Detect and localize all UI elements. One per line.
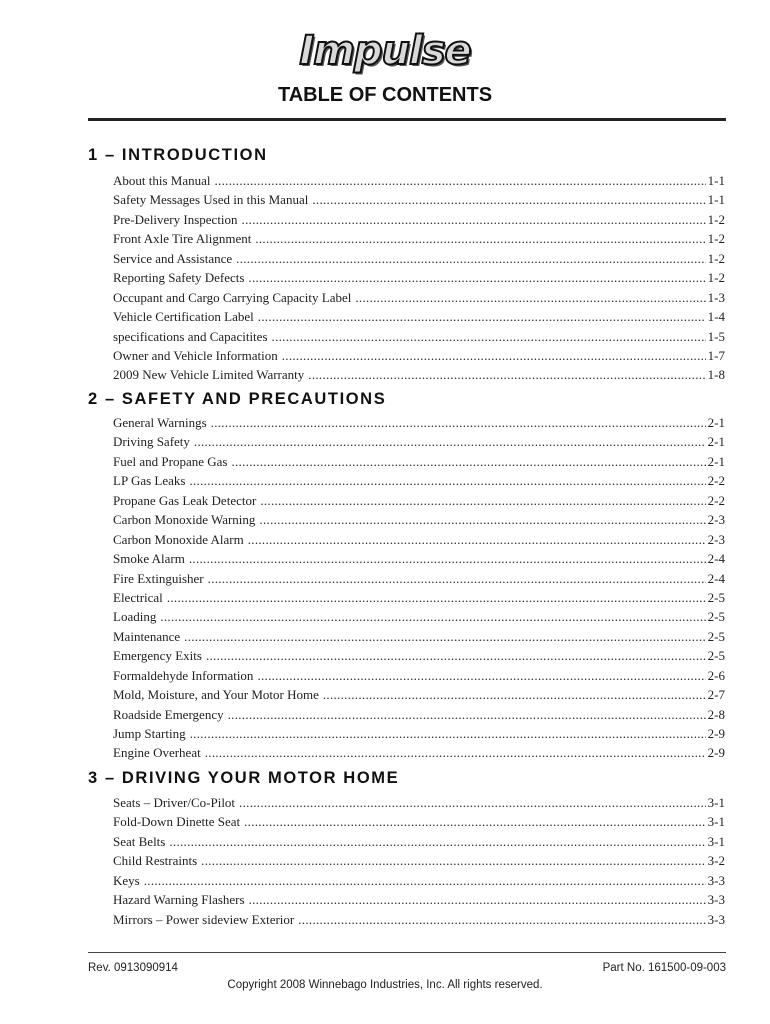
dot-leader [189,549,706,568]
toc-entry-page: 2-9 [707,726,725,741]
revision-number: Rev. 0913090914 [88,962,178,974]
toc-entry-page: 1-7 [707,347,725,363]
dot-leader [236,249,706,268]
toc-entry[interactable] [113,327,725,346]
toc-entry[interactable] [113,793,725,812]
toc-list-safety [113,413,725,763]
toc-entry-label: specifications and Capacitites [113,328,268,344]
dot-leader [215,171,706,190]
toc-entry[interactable] [113,210,725,229]
toc-entry-label: General Warnings [113,415,207,430]
dot-leader [242,210,706,229]
toc-entry-label: Emergency Exits [113,648,202,664]
toc-entry-page: 1-2 [707,270,725,286]
toc-entry[interactable] [113,685,725,704]
dot-leader [248,530,706,549]
toc-entry[interactable] [113,607,725,626]
dot-leader [205,743,706,762]
toc-entry-page: 1-3 [707,289,725,305]
toc-entry-page: 2-6 [707,667,725,683]
toc-entry-page: 2-1 [707,453,725,469]
toc-entry-label: 2009 New Vehicle Limited Warranty [113,367,305,383]
toc-entry-page: 3-1 [707,833,725,849]
toc-entry[interactable] [113,229,725,248]
toc-entry[interactable] [113,452,725,471]
dot-leader [206,646,706,665]
dot-leader [308,365,705,384]
toc-entry-page: 2-5 [707,648,725,664]
toc-entry[interactable] [113,413,725,432]
toc-entry-label: Smoke Alarm [113,551,185,567]
toc-entry-label: Electrical [113,589,163,605]
toc-entry-page: 2-1 [707,415,725,430]
dot-leader [201,851,706,870]
dot-leader [323,685,706,704]
toc-entry-page: 2-4 [707,570,725,586]
toc-entry-label: Carbon Monoxide Warning [113,512,256,528]
toc-entry[interactable] [113,910,725,929]
dot-leader [259,510,705,529]
toc-entry[interactable] [113,346,725,365]
logo-text: Impulse [299,28,471,74]
toc-entry-label: Safety Messages Used in this Manual [113,192,309,208]
toc-entry-label: Fire Extinguisher [113,570,204,586]
toc-entry-label: Carbon Monoxide Alarm [113,531,244,547]
dot-leader [169,832,705,851]
toc-entry-page: 1-8 [707,367,725,383]
page-title: TABLE OF CONTENTS [277,84,493,106]
dot-leader [231,452,705,471]
toc-entry[interactable] [113,491,725,510]
toc-entry[interactable] [113,432,725,451]
toc-entry-page: 2-2 [707,492,725,508]
dot-leader [355,288,705,307]
toc-entry[interactable] [113,307,725,326]
toc-entry-label: Hazard Warning Flashers [113,892,245,908]
toc-entry-page: 1-2 [707,211,725,227]
toc-entry[interactable] [113,530,725,549]
toc-entry-page: 2-5 [707,628,725,644]
toc-entry-page: 1-2 [707,231,725,247]
toc-entry-page: 3-1 [707,795,725,810]
dot-leader [190,724,706,743]
dot-leader [248,268,705,287]
toc-entry[interactable] [113,890,725,909]
toc-entry[interactable] [113,646,725,665]
toc-entry-page: 1-4 [707,309,725,325]
section-heading-introduction: 1 – INTRODUCTION [88,146,268,164]
copyright-notice: Copyright 2008 Winnebago Industries, Inc. All rights reserved. [227,979,543,991]
toc-entry-label: Engine Overheat [113,745,201,761]
toc-entry[interactable] [113,724,725,743]
dot-leader [144,871,706,890]
dot-leader [211,413,706,432]
toc-entry-page: 2-9 [707,745,725,761]
title-divider [88,118,726,121]
toc-list-driving [113,793,725,929]
dot-leader [208,569,706,588]
toc-entry-label: Formaldehyde Information [113,667,254,683]
toc-entry-label: Mirrors – Power sideview Exterior [113,911,295,927]
toc-entry[interactable] [113,288,725,307]
toc-entry-page: 2-3 [707,531,725,547]
toc-entry[interactable] [113,249,725,268]
toc-entry-label: Service and Assistance [113,250,233,266]
toc-entry-label: Roadside Emergency [113,706,224,722]
dot-leader [249,890,706,909]
toc-entry-page: 1-1 [707,192,725,208]
toc-entry-label: Keys [113,872,140,888]
toc-entry-page: 3-1 [707,814,725,830]
toc-entry-label: Driving Safety [113,434,190,450]
toc-entry-page: 1-2 [707,250,725,266]
toc-entry-page: 2-4 [707,551,725,567]
toc-entry-page: 3-3 [707,892,725,908]
toc-entry[interactable] [113,832,725,851]
toc-entry-label: Vehicle Certification Label [113,309,254,325]
toc-entry-page: 2-7 [707,687,725,703]
dot-leader [167,588,706,607]
toc-entry[interactable] [113,871,725,890]
toc-entry[interactable] [113,569,725,588]
toc-entry-label: Fold-Down Dinette Seat [113,814,241,830]
toc-entry-label: Fuel and Propane Gas [113,453,228,469]
toc-entry-label: Seats – Driver/Co-Pilot [113,795,236,810]
toc-list-introduction [113,171,725,385]
toc-entry-label: Maintenance [113,628,181,644]
toc-entry-page: 2-3 [707,512,725,528]
toc-entry-label: Reporting Safety Defects [113,270,245,286]
impulse-logo [0,28,770,74]
toc-entry[interactable] [113,510,725,529]
toc-entry-page: 1-1 [707,173,725,188]
toc-entry[interactable] [113,471,725,490]
part-number: Part No. 161500-09-003 [602,962,726,974]
toc-entry-page: 2-2 [707,473,725,489]
dot-leader [272,327,706,346]
toc-entry-label: Pre-Delivery Inspection [113,211,238,227]
toc-entry-label: Owner and Vehicle Information [113,347,278,363]
toc-entry-label: Occupant and Cargo Carrying Capacity Label [113,289,352,305]
toc-entry-label: Child Restraints [113,853,198,869]
toc-entry-page: 2-5 [707,589,725,605]
toc-entry[interactable] [113,851,725,870]
toc-entry[interactable] [113,190,725,209]
dot-leader [260,491,705,510]
toc-entry[interactable] [113,268,725,287]
dot-leader [298,910,705,929]
toc-entry-page: 3-2 [707,853,725,869]
toc-entry-label: Seat Belts [113,833,166,849]
toc-entry[interactable] [113,588,725,607]
dot-leader [258,307,706,326]
dot-leader [184,627,706,646]
toc-entry-label: Propane Gas Leak Detector [113,492,257,508]
toc-entry[interactable] [113,705,725,724]
dot-leader [194,432,706,451]
toc-entry-page: 2-5 [707,609,725,625]
dot-leader [255,229,705,248]
toc-entry[interactable] [113,365,725,384]
dot-leader [228,705,706,724]
toc-entry[interactable] [113,666,725,685]
dot-leader [160,607,705,626]
toc-entry[interactable] [113,549,725,568]
dot-leader [189,471,705,490]
toc-entry[interactable] [113,171,725,190]
toc-entry-label: Jump Starting [113,726,186,741]
toc-entry[interactable] [113,812,725,831]
section-heading-safety: 2 – SAFETY AND PRECAUTIONS [88,390,387,408]
toc-entry-page: 3-3 [707,872,725,888]
toc-entry-label: About this Manual [113,173,211,188]
toc-entry-label: Loading [113,609,157,625]
toc-entry-label: LP Gas Leaks [113,473,186,489]
footer-divider [88,952,726,953]
toc-entry-page: 1-5 [707,328,725,344]
dot-leader [257,666,705,685]
dot-leader [282,346,706,365]
dot-leader [239,793,706,812]
section-heading-driving: 3 – DRIVING YOUR MOTOR HOME [88,769,400,787]
toc-entry-page: 2-1 [707,434,725,450]
dot-leader [312,190,705,209]
toc-entry[interactable] [113,743,725,762]
toc-entry-label: Mold, Moisture, and Your Motor Home [113,687,319,703]
toc-entry-label: Front Axle Tire Alignment [113,231,252,247]
toc-entry[interactable] [113,627,725,646]
dot-leader [244,812,706,831]
toc-entry-page: 2-8 [707,706,725,722]
toc-entry-page: 3-3 [707,911,725,927]
